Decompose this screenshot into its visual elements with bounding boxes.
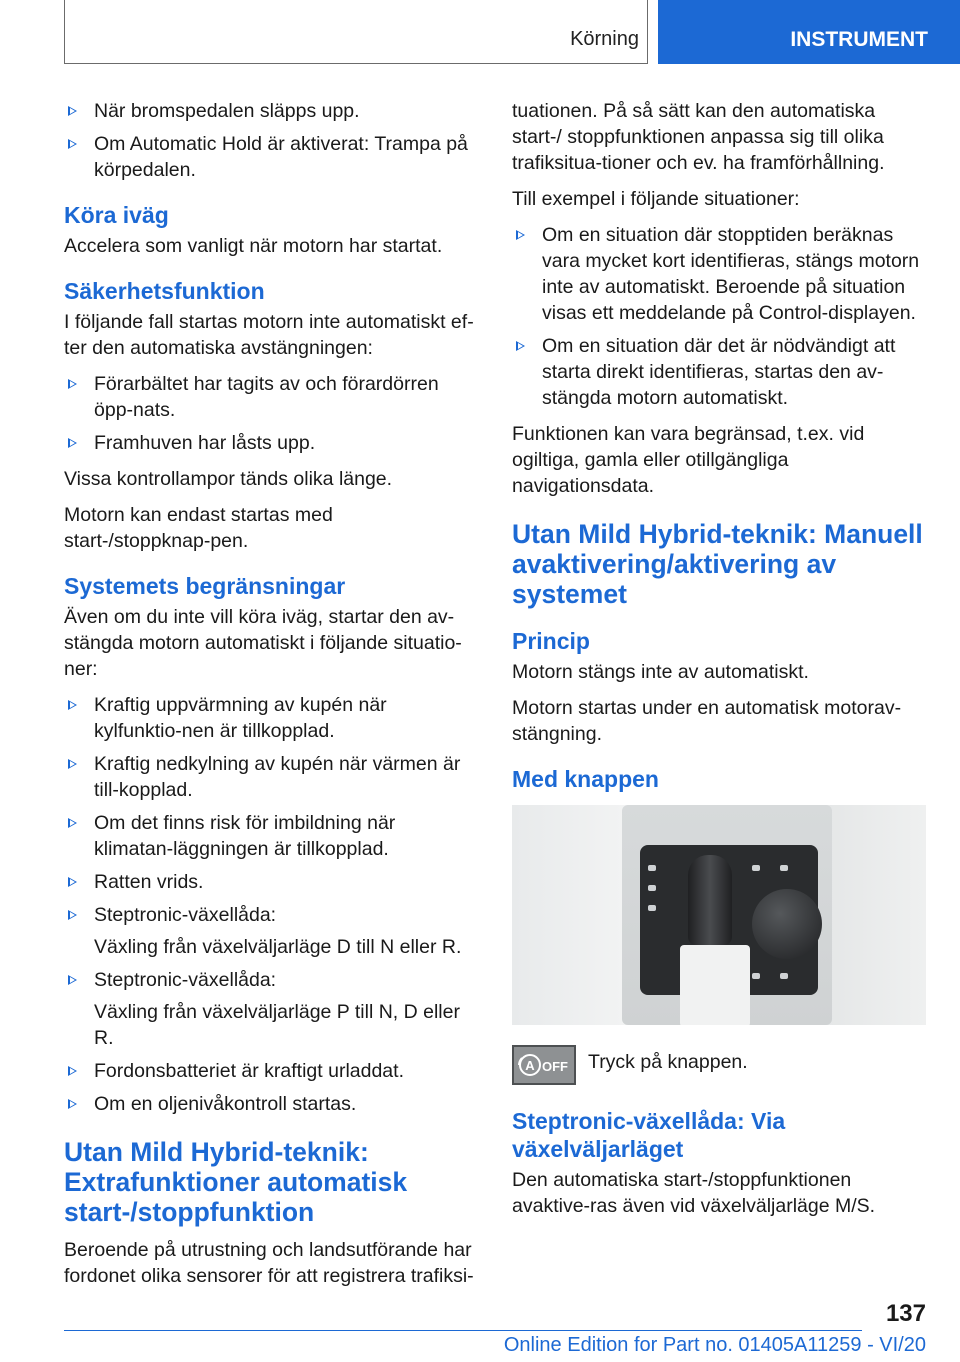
heading-systemets-begransningar: Systemets begränsningar: [64, 573, 346, 599]
list-item: Steptronic-växellåda: Växling från växelväljarläge D till N eller R.: [64, 902, 476, 960]
bullet-triangle-icon: [516, 230, 525, 240]
bullet-list: [512, 222, 926, 411]
footer-divider: [64, 1330, 862, 1331]
paragraph: I följande fall startas motorn inte automatiskt ef-ter den automatiska avstängningen:: [64, 311, 474, 359]
heading-extrafunktioner: Utan Mild Hybrid-teknik: Extrafunktioner automatisk start-/stoppfunktion: [64, 1137, 408, 1227]
list-item: Kraftig uppvärmning av kupén när kylfunktio-nen är tillkopplad.: [64, 692, 476, 744]
panel-button-icon: [752, 973, 760, 979]
list-item: När bromspedalen släpps upp.: [64, 98, 476, 124]
bullet-triangle-icon: [68, 818, 77, 828]
paragraph: Vissa kontrollampor tänds olika länge.: [64, 468, 393, 490]
bullet-triangle-icon: [68, 759, 77, 769]
panel-button-icon: [648, 905, 656, 911]
bullet-triangle-icon: [68, 877, 77, 887]
bullet-triangle-icon: [68, 1099, 77, 1109]
paragraph: Motorn startas under en automatisk motorav-stängning.: [512, 697, 902, 745]
heading-sakerhetsfunktion: Säkerhetsfunktion: [64, 278, 265, 304]
page-number: 137: [885, 1300, 926, 1327]
list-item: Framhuven har låsts upp.: [64, 430, 476, 456]
list-item: Fordonsbatteriet är kraftigt urladdat.: [64, 1058, 476, 1084]
bullet-triangle-icon: [68, 700, 77, 710]
svg-text:OFF: OFF: [542, 1059, 568, 1074]
section-title: Körning: [570, 28, 639, 50]
heading-med-knappen: Med knappen: [512, 766, 659, 792]
panel-button-icon: [648, 865, 656, 871]
heading-steptronic: Steptronic-växellåda: Via växelväljarläget: [512, 1108, 786, 1162]
list-item: Steptronic-växellåda: Växling från växelväljarläge P till N, D eller R.: [64, 967, 476, 1051]
footer-edition: Online Edition for Part no. 01405A11259 - VI/20: [503, 1334, 926, 1356]
header-box: [64, 0, 648, 64]
paragraph: Funktionen kan vara begränsad, t.ex. vid ogiltiga, gamla eller otillgängliga navigationsdata.: [512, 423, 865, 497]
list-item-sub: Växling från växelväljarläge P till N, D eller R.: [94, 1001, 460, 1049]
gear-selector: [688, 855, 732, 945]
chapter-title: INSTRUMENT: [790, 28, 928, 51]
paragraph: Motorn kan endast startas med start-/stoppknap-pen.: [64, 504, 333, 552]
list-item: Kraftig nedkylning av kupén när värmen är till-kopplad.: [64, 751, 476, 803]
right-column: [512, 98, 926, 1229]
bullet-triangle-icon: [68, 1066, 77, 1076]
list-item: Om en situation där det är nödvändigt att starta direkt identifieras, startas den av-stängda motorn automatiskt.: [512, 333, 926, 411]
list-item: Om Automatic Hold är aktiverat: Trampa på körpedalen.: [64, 131, 476, 183]
panel-button-icon: [648, 885, 656, 891]
bullet-list: [64, 692, 476, 1117]
paragraph: tuationen. På så sätt kan den automatiska start-/ stoppfunktionen anpassa sig till olika trafiksitua-tioner och ev. ha framförhållning.: [512, 100, 885, 174]
paragraph: Den automatiska start-/stoppfunktionen avaktive-ras även vid växelväljarläge M/S.: [512, 1169, 876, 1217]
paragraph: Beroende på utrustning och landsutförande har fordonet olika sensorer för att registrera trafiksi-: [64, 1239, 474, 1287]
center-console-photo: [512, 805, 926, 1025]
paragraph: Motorn stängs inte av automatiskt.: [512, 661, 809, 683]
bullet-triangle-icon: [68, 975, 77, 985]
auto-start-stop-off-icon: [512, 1045, 576, 1085]
heading-manuell-avaktivering: Utan Mild Hybrid-teknik: Manuell avaktivering/aktivering av systemet: [512, 519, 923, 609]
paragraph: Accelera som vanligt när motorn har startat.: [64, 235, 443, 257]
bullet-triangle-icon: [68, 438, 77, 448]
heading-princip: Princip: [512, 628, 590, 654]
list-item: Om en situation där stopptiden beräknas vara mycket kort identifieras, stängs motorn inte av automatiskt. Beroende på situation visas ett meddelande på Control-displayen.: [512, 222, 926, 326]
icon-instruction: [512, 1045, 926, 1089]
paragraph: Även om du inte vill köra iväg, startar den av-stängda motorn automatiskt i följande situatio-ner:: [64, 606, 462, 680]
control-panel: [640, 845, 818, 995]
heading-kora-ivag: Köra iväg: [64, 202, 169, 228]
list-item: Ratten vrids.: [64, 869, 476, 895]
panel-button-icon: [780, 973, 788, 979]
bullet-triangle-icon: [68, 139, 77, 149]
list-item: Om det finns risk för imbildning när klimatan-läggningen är tillkopplad.: [64, 810, 476, 862]
bullet-triangle-icon: [68, 379, 77, 389]
left-column: [64, 98, 476, 1299]
bullet-triangle-icon: [68, 910, 77, 920]
bullet-triangle-icon: [68, 106, 77, 116]
panel-button-icon: [752, 865, 760, 871]
list-item: Förarbältet har tagits av och förardörren öpp-nats.: [64, 371, 476, 423]
bullet-list: [64, 371, 476, 456]
chapter-tab: [658, 0, 960, 64]
svg-text:A: A: [525, 1058, 535, 1073]
bullet-triangle-icon: [516, 341, 525, 351]
idrive-controller: [752, 889, 822, 959]
bullet-list: [64, 98, 476, 183]
list-item: Om en oljenivåkontroll startas.: [64, 1091, 476, 1117]
list-item-sub: Växling från växelväljarläge D till N eller R.: [94, 936, 462, 958]
paragraph: Till exempel i följande situationer:: [512, 188, 800, 210]
console-surround: [622, 805, 832, 1025]
panel-button-icon: [780, 865, 788, 871]
icon-caption: Tryck på knappen.: [588, 1051, 748, 1073]
panel-insert: [680, 945, 750, 1025]
